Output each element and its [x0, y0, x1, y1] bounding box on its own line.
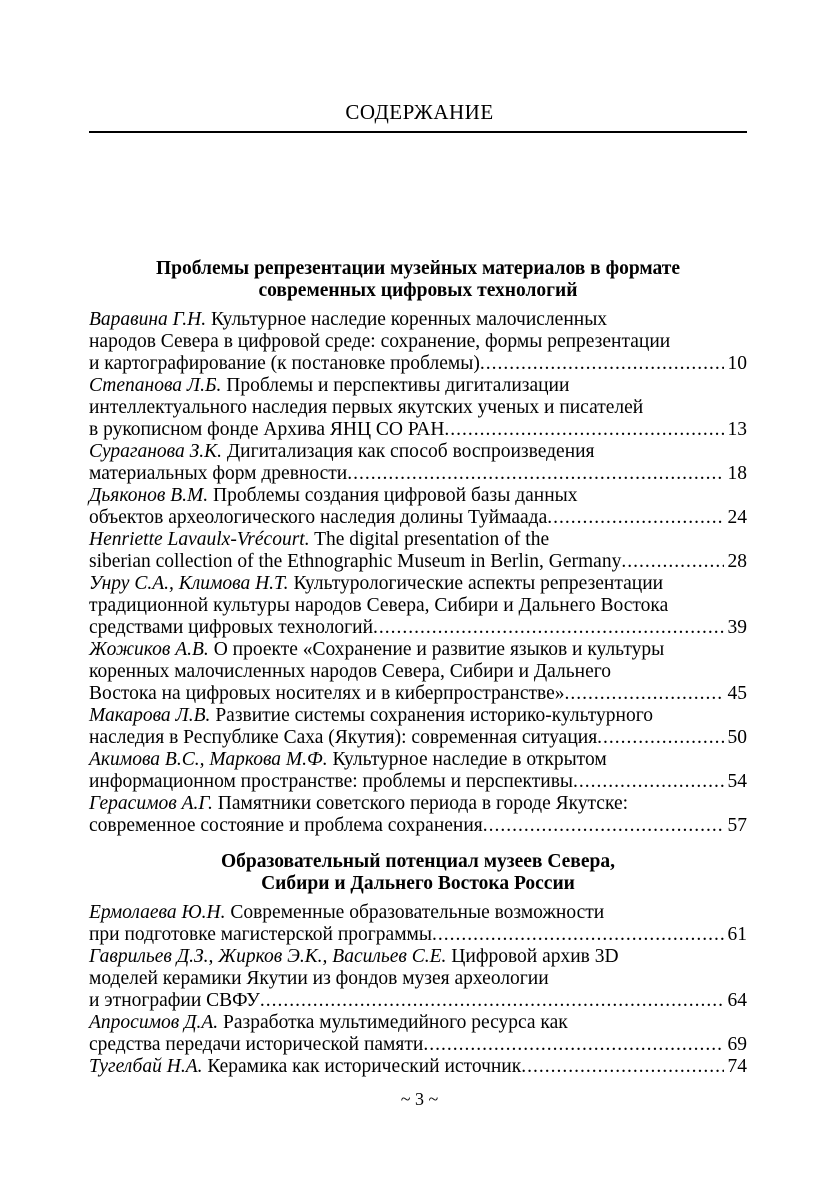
- dot-leader: [432, 924, 724, 946]
- entry-author: Степанова Л.Б.: [89, 375, 222, 396]
- toc-line: [89, 968, 747, 990]
- entry-text-wrap: [89, 815, 483, 837]
- entry-text-wrap: [89, 573, 663, 594]
- entry-text-wrap: [89, 639, 664, 660]
- toc-line: [89, 1034, 747, 1056]
- entry-page: 18: [727, 463, 747, 484]
- entry-author: Жожиков А.В.: [89, 639, 209, 660]
- entry-page: 24: [727, 507, 747, 528]
- toc-line: [89, 507, 747, 529]
- entry-page: 50: [727, 727, 747, 748]
- entry-text: моделей керамики Якутии из фондов музея археологии: [89, 968, 549, 989]
- entry-page: 74: [727, 1056, 747, 1077]
- title-rule: [89, 131, 747, 133]
- entry-text: Культурологические аспекты репрезентации: [293, 573, 664, 594]
- dot-leader: [621, 551, 723, 573]
- entry-text-wrap: [89, 727, 597, 749]
- dot-leader: [573, 771, 723, 793]
- entry-text: коренных малочисленных народов Севера, Сибири и Дальнего: [89, 661, 611, 682]
- entry-author: Варавина Г.Н.: [89, 309, 207, 330]
- dot-leader: [521, 1056, 723, 1078]
- dot-leader: [347, 463, 723, 485]
- section-heading-line: современных цифровых технологий: [258, 280, 578, 301]
- dot-leader: [260, 990, 724, 1012]
- entry-text: интеллектуального наследия первых якутских ученых и писателей: [89, 397, 644, 418]
- toc-line: [89, 946, 747, 968]
- toc-line: [89, 441, 747, 463]
- entry-text: объектов археологического наследия долины Туймаада: [89, 507, 548, 528]
- toc-line: [89, 1012, 747, 1034]
- entry-text-wrap: [89, 924, 432, 946]
- section-heading-line: Сибири и Дальнего Востока России: [261, 873, 575, 894]
- entry-text-wrap: [89, 793, 628, 814]
- entry-page: 10: [727, 353, 747, 374]
- entry-text-wrap: [89, 661, 611, 682]
- entry-page: 39: [727, 617, 747, 638]
- entry-text-wrap: [89, 375, 569, 396]
- toc-entry: [89, 705, 747, 749]
- section-heading-line: Образовательный потенциал музеев Севера,: [221, 851, 615, 872]
- entry-text-wrap: [89, 705, 653, 726]
- entry-text-wrap: [89, 902, 604, 923]
- entry-text: Памятники советского периода в городе Якутске:: [217, 793, 629, 814]
- entry-page: 69: [727, 1034, 747, 1055]
- toc-line: [89, 529, 747, 551]
- dot-leader: [597, 727, 723, 749]
- entry-text-wrap: [89, 595, 668, 616]
- toc-line: [89, 1056, 747, 1078]
- entry-text: и этнографии СВФУ: [89, 990, 260, 1011]
- entry-text: siberian collection of the Ethnographic Museum in Berlin, Germany: [89, 551, 622, 572]
- section-heading: [89, 258, 747, 302]
- dot-leader: [565, 683, 724, 705]
- toc-entry: [89, 1012, 747, 1056]
- entry-text: О проекте «Сохранение и развитие языков и культуры: [213, 639, 665, 660]
- entry-text-wrap: [89, 617, 373, 639]
- entry-text-wrap: [89, 990, 260, 1012]
- toc-line: [89, 639, 747, 661]
- entry-author: Henriette Lavaulx-Vrécourt.: [89, 529, 310, 550]
- entry-text-wrap: [89, 968, 549, 989]
- entry-text: Востока на цифровых носителях и в киберпространстве»: [89, 683, 565, 704]
- dot-leader: [480, 353, 724, 375]
- toc-entry: [89, 902, 747, 946]
- entry-text: современное состояние и проблема сохранения: [89, 815, 483, 836]
- entry-text: материальных форм древности: [89, 463, 348, 484]
- entry-text-wrap: [89, 441, 595, 462]
- toc-line: [89, 463, 747, 485]
- toc-entry: [89, 639, 747, 705]
- entry-page: 28: [727, 551, 747, 572]
- page-number-footer: ~ 3 ~: [400, 1089, 439, 1109]
- entry-text: наследия в Республике Саха (Якутия): современная ситуация: [89, 727, 598, 748]
- entry-author: Унру С.А., Климова Н.Т.: [89, 573, 289, 594]
- entry-text: Развитие системы сохранения историко-культурного: [215, 705, 653, 726]
- entry-author: Тугелбай Н.А.: [89, 1056, 203, 1077]
- toc-line: [89, 727, 747, 749]
- entry-text-wrap: [89, 1012, 568, 1033]
- entry-text: Проблемы и перспективы дигитализации: [226, 375, 570, 396]
- entry-text-wrap: [89, 353, 480, 375]
- entry-author: Сураганова З.К.: [89, 441, 222, 462]
- toc-line: [89, 793, 747, 815]
- toc-line: [89, 595, 747, 617]
- toc-entry: [89, 1056, 747, 1078]
- entry-text-wrap: [89, 551, 621, 573]
- entry-text: Проблемы создания цифровой базы данных: [213, 485, 578, 506]
- entry-text-wrap: [89, 749, 607, 770]
- toc-line: [89, 397, 747, 419]
- entry-text: и картографирование (к постановке проблемы): [89, 353, 480, 374]
- toc-line: [89, 683, 747, 705]
- toc-line: [89, 617, 747, 639]
- entry-text: Цифровой архив 3D: [451, 946, 619, 967]
- entry-text: Современные образовательные возможности: [230, 902, 605, 923]
- entry-text-wrap: [89, 1034, 423, 1056]
- entry-author: Апросимов Д.А.: [89, 1012, 219, 1033]
- entry-page: 54: [727, 771, 747, 792]
- entry-text: Культурное наследие коренных малочисленных: [211, 309, 608, 330]
- toc-line: [89, 573, 747, 595]
- entry-page: 45: [727, 683, 747, 704]
- toc-line: [89, 551, 747, 573]
- toc-line: [89, 902, 747, 924]
- entry-text-wrap: [89, 507, 547, 529]
- entry-text: в рукописном фонде Архива ЯНЦ СО РАН: [89, 419, 445, 440]
- entry-text: традиционной культуры народов Севера, Сибири и Дальнего Востока: [89, 595, 669, 616]
- dot-leader: [444, 419, 723, 441]
- entry-text-wrap: [89, 309, 607, 330]
- dot-leader: [483, 815, 724, 837]
- toc-entry: [89, 946, 747, 1012]
- entry-text: народов Севера в цифровой среде: сохранение, формы репрезентации: [89, 331, 671, 352]
- section-heading: [89, 851, 747, 895]
- toc-line: [89, 661, 747, 683]
- entry-text: Дигитализация как способ воспроизведения: [226, 441, 595, 462]
- entry-text-wrap: [89, 1056, 521, 1078]
- toc-line: [89, 771, 747, 793]
- entry-text: Разработка мультимедийного ресурса как: [223, 1012, 568, 1033]
- entry-text: информационном пространстве: проблемы и перспективы: [89, 771, 574, 792]
- entry-author: Герасимов А.Г.: [89, 793, 213, 814]
- entry-text-wrap: [89, 419, 444, 441]
- toc-line: [89, 485, 747, 507]
- entry-text-wrap: [89, 946, 619, 967]
- toc-line: [89, 749, 747, 771]
- entry-text: Культурное наследие в открытом: [332, 749, 607, 770]
- section-heading-line: Проблемы репрезентации музейных материалов в формате: [155, 258, 681, 279]
- toc-entry: [89, 485, 747, 529]
- toc-line: [89, 815, 747, 837]
- entry-author: Макарова Л.В.: [89, 705, 211, 726]
- toc-line: [89, 375, 747, 397]
- toc-entry: [89, 793, 747, 837]
- entry-text-wrap: [89, 397, 643, 418]
- entry-text-wrap: [89, 683, 565, 705]
- entry-author: Ермолаева Ю.Н.: [89, 902, 226, 923]
- toc-line: [89, 353, 747, 375]
- dot-leader: [373, 617, 723, 639]
- toc-line: [89, 419, 747, 441]
- toc-entry: [89, 309, 747, 375]
- entry-page: 13: [727, 419, 747, 440]
- entry-text-wrap: [89, 331, 670, 352]
- entry-text: Керамика как исторический источник: [207, 1056, 522, 1077]
- entry-author: Дьяконов В.М.: [89, 485, 209, 506]
- toc-entry: [89, 573, 747, 639]
- entry-page: 57: [727, 815, 747, 836]
- entry-text-wrap: [89, 463, 347, 485]
- toc-line: [89, 990, 747, 1012]
- dot-leader: [547, 507, 723, 529]
- entry-text-wrap: [89, 771, 573, 793]
- entry-text: средствами цифровых технологий: [89, 617, 374, 638]
- entry-text: при подготовке магистерской программы: [89, 924, 432, 945]
- entry-text-wrap: [89, 485, 578, 506]
- entry-author: Гаврильев Д.З., Жирков Э.К., Васильев С.Е.: [89, 946, 447, 967]
- toc-sections: [89, 244, 747, 1078]
- toc-entry: [89, 529, 747, 573]
- toc-line: [89, 331, 747, 353]
- entry-page: 61: [727, 924, 747, 945]
- toc-line: [89, 924, 747, 946]
- dot-leader: [423, 1034, 723, 1056]
- toc-entry: [89, 375, 747, 441]
- toc-entry: [89, 749, 747, 793]
- entry-page: 64: [727, 990, 747, 1011]
- entry-text-wrap: [89, 529, 549, 550]
- entry-text: The digital presentation of the: [314, 529, 550, 550]
- toc-line: [89, 705, 747, 727]
- entry-text: средства передачи исторической памяти: [89, 1034, 424, 1055]
- toc-entry: [89, 441, 747, 485]
- entry-author: Акимова В.С., Маркова М.Ф.: [89, 749, 328, 770]
- page-title: СОДЕРЖАНИЕ: [345, 100, 494, 124]
- toc-line: [89, 309, 747, 331]
